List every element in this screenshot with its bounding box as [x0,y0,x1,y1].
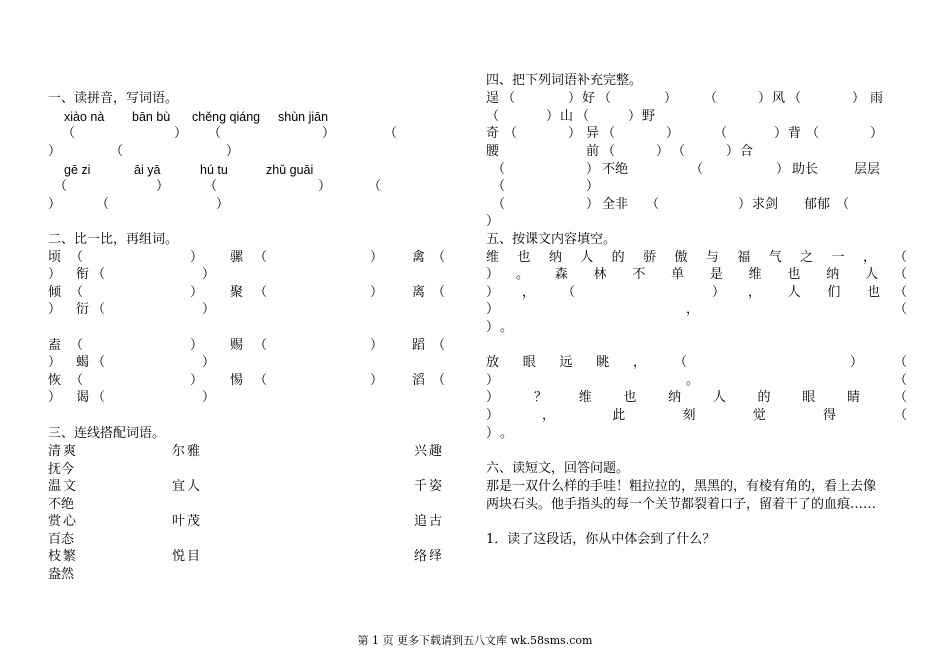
pinyin-row-1 [48,108,448,126]
fill-text: ， [522,285,536,300]
fill-text: ，此刻觉得 [542,408,836,423]
word-b[interactable]: 宜人 [172,479,203,494]
section6-title: 六、读短文，回答问题。 [486,461,630,476]
passage-line: 那是一双什么样的手哇！粗拉拉的，黑黑的，有棱有角的，看上去像 [486,479,877,494]
fill-line[interactable]: ） 。 [486,320,514,335]
fill-text: ？维也纳人的眼睛 [534,390,860,405]
char: 恢 [48,373,62,388]
pinyin: xiào nà [64,110,105,124]
compare-row: ） 衍 （ ） [48,302,216,317]
char: 蝎 [76,355,90,370]
fill-line[interactable]: ） ，此刻觉得 （ [486,408,908,423]
idiom-char: 山 [560,109,574,124]
match-row[interactable] [48,478,448,496]
fill-text: 维也纳人的骄傲与福气之一， [486,250,876,265]
idiom-char: 雨 [870,91,884,106]
word-c[interactable]: 络绎 [414,549,445,564]
char: 惕 [230,373,244,388]
idiom-char: 奇 [486,126,500,141]
idiom-char: 风 [772,91,786,106]
pinyin: bān bù [132,110,171,124]
idiom-row[interactable]: （ ） 山 （ ） 野 [486,109,656,124]
idiom-char: 好 [582,91,596,106]
char: 离 [412,285,426,300]
fill-line[interactable]: 放眼远眺， （ ） （ [486,355,908,370]
section2-title: 二、比一比，再组词。 [48,232,179,247]
idiom-char: 野 [642,109,656,124]
section5-title: 五、按课文内容填空。 [486,232,617,247]
word-a[interactable]: 清爽 [48,444,79,459]
match-row[interactable] [48,531,448,549]
char: 赐 [230,338,244,353]
fill-text: 放眼远眺， [486,355,646,370]
word-b[interactable]: 悦目 [172,549,203,564]
char: 倾 [48,285,62,300]
idiom-row[interactable]: ） [486,214,500,229]
idiom-row[interactable]: 腰 前 （ ） （ ） 合 [486,144,754,159]
fill-line[interactable]: ） 。 （ [486,373,908,388]
section1-title: 一、读拼音，写词语。 [48,91,179,106]
word-d[interactable]: 抚今 [48,462,75,477]
fill-line[interactable]: ） 。 [486,426,514,441]
idiom-char: 背 [788,126,802,141]
compare-row: ） 衔 （ ） [48,267,216,282]
fill-text: 。 [500,320,514,335]
compare-row: ） 蝎 （ ） [48,355,216,370]
fill-line[interactable]: 维也纳人的骄傲与福气之一， （ [486,250,908,265]
idiom-row[interactable]: （ ） [492,179,600,194]
match-row[interactable] [48,443,448,461]
idiom-char: 前 [586,144,600,159]
fill-text: 。 [500,426,514,441]
char: 衔 [76,267,90,282]
fill-line[interactable]: ） ？维也纳人的眼睛 （ [486,390,908,405]
pinyin: zhǔ guāi [266,163,314,177]
char: 谒 [76,390,90,405]
word-b[interactable]: 尔雅 [172,444,203,459]
idiom-row[interactable]: 逞 （ ） 好 （ ） （ ） 风 （ ） 雨 [486,91,884,106]
idiom-char: 全非 [602,197,629,212]
pinyin: āi yā [134,163,161,177]
fill-text: ，人们也 [748,285,880,300]
char: 禽 [412,250,426,265]
section4-title: 四、把下列词语补充完整。 [486,73,643,88]
word-b[interactable]: 叶茂 [172,514,203,529]
idiom-char: 逞 [486,91,500,106]
char: 聚 [230,285,244,300]
word-a[interactable]: 温文 [48,479,79,494]
answer-blanks[interactable]: （ ） （ ） （ [54,179,382,194]
pinyin: gē zi [64,163,91,177]
word-d[interactable]: 不绝 [48,497,75,512]
pinyin: chěng qiáng [192,110,261,124]
fill-text: 。 [686,373,700,388]
idiom-char: 求剑 [752,197,779,212]
char: 滔 [412,373,426,388]
char: 蹈 [412,338,426,353]
idiom-char: 腰 [486,144,500,159]
char: 盍 [48,338,62,353]
match-row[interactable] [48,496,448,514]
compare-row: 倾 （ ） 聚 （ ） 离 （ [48,285,446,300]
word-c[interactable]: 兴趣 [414,444,445,459]
answer-blanks[interactable]: ） （ ） [48,197,230,212]
char: 骡 [230,250,244,265]
idiom-char: 郁郁 [804,197,831,212]
char: 衍 [76,302,90,317]
idiom-char: 异 [586,126,600,141]
compare-row: 顷 （ ） 骡 （ ） 禽 （ [48,250,446,265]
section3-title: 三、连线搭配词语。 [48,426,166,441]
word-d[interactable]: 百态 [48,532,75,547]
idiom-row[interactable]: 奇 （ ） 异 （ ） （ ） 背 （ ） [486,126,884,141]
pinyin-row-2 [48,161,448,179]
char: 顷 [48,250,62,265]
match-row[interactable] [48,548,448,566]
idiom-row[interactable]: （ ） 不绝 （ ） 助长 层层 [492,162,881,177]
idiom-char: 助长 [792,162,819,177]
word-c[interactable]: 千姿 [414,479,445,494]
fill-text: 。森林不单是维也纳人 [516,267,878,282]
match-row[interactable] [48,461,448,479]
word-c[interactable]: 追古 [414,514,445,529]
answer-blanks[interactable]: （ ） （ ） （ [62,126,398,141]
answer-blanks[interactable]: ） （ ） [48,144,240,159]
passage-line: 两块石头。他手指头的每一个关节都裂着口子，留着干了的血痕…… [486,497,877,512]
idiom-row[interactable]: （ ） 全非 （ ） 求剑 郁郁 （ [492,197,850,212]
match-row[interactable] [48,513,448,531]
pinyin: shùn jiān [278,110,329,124]
fill-text: ， [686,302,700,317]
word-a[interactable]: 赏心 [48,514,79,529]
idiom-char: 层层 [854,162,881,177]
word-d[interactable]: 盎然 [48,567,75,582]
fill-line[interactable]: ） 。森林不单是维也纳人 （ [486,267,908,282]
pinyin: hú tu [200,163,228,177]
fill-line[interactable]: ） ， （ [486,302,908,317]
word-a[interactable]: 枝繁 [48,549,79,564]
idiom-char: 合 [740,144,754,159]
compare-row: 盍 （ ） 赐 （ ） 蹈 （ [48,338,446,353]
compare-row: 恢 （ ） 惕 （ ） 滔 （ [48,373,446,388]
fill-line[interactable]: ） ， （ ） ，人们也 （ [486,285,908,300]
match-row[interactable] [48,566,448,584]
compare-row: ） 谒 （ ） [48,390,216,405]
question-1: 1．读了这段话，你从中体会到了什么？ [486,532,716,547]
idiom-char: 不绝 [602,162,629,177]
page-footer: 第 1 页 更多下载请到五八文库 wk.58sms.com [357,634,593,647]
